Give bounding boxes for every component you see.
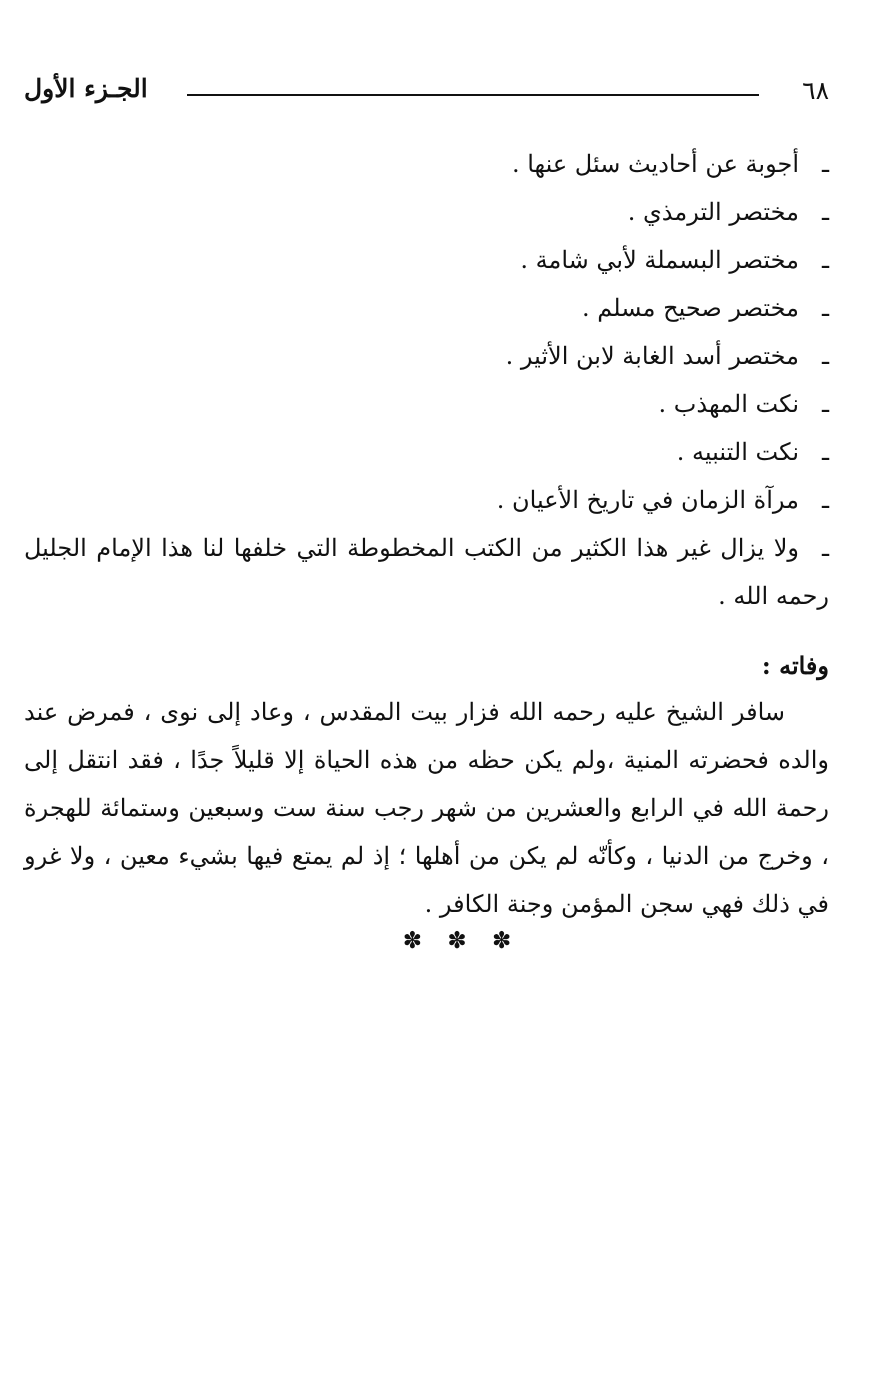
list-item-text: أجوبة عن أحاديث سئل عنها . [511, 150, 799, 178]
list-item [24, 428, 829, 476]
list-item-text: نكت التنبيه . [676, 438, 799, 466]
closing-note-text: ولا يزال غير هذا الكثير من الكتب المخطوطة التي خلفها لنا هذا الإمام الجليل رحمه الله . [24, 534, 829, 610]
list-item-text: مرآة الزمان في تاريخ الأعيان . [496, 486, 799, 514]
list-item-text: مختصر صحيح مسلم . [582, 294, 799, 322]
section-heading: وفاته : [761, 651, 829, 680]
list-item-text: مختصر أسد الغابة لابن الأثير . [505, 342, 799, 370]
list-dash: ـ [821, 246, 829, 274]
page-number: ٦٨ [802, 76, 829, 105]
list-item-text: نكت المهذب . [658, 390, 799, 418]
list-dash: ـ [821, 390, 829, 418]
list-item-text: مختصر البسملة لأبي شامة . [520, 246, 799, 274]
death-paragraph: سافر الشيخ عليه رحمه الله فزار بيت المقدس ، وعاد إلى نوى ، فمرض عند والده فحضرته المنية ،ولم يكن حظه من هذه الحياة إلا قليلاً جدًا ، فقد انتقل إلى رحمة الله في الرابع والعشرين من شهر رجب سنة ست وسبعين وستمائة للهجرة ، وخرج من الدنيا ، وكأنّه لم يكن من أهلها ؛ إذ لم يمتع فيها بشيء معين ، ولا غرو في ذلك فهي سجن المؤمن وجنة الكافر . [24, 698, 829, 918]
list-item [24, 284, 829, 332]
page-content [24, 140, 829, 928]
list-dash: ـ [821, 198, 829, 226]
list-dash: ـ [821, 534, 829, 562]
list-item [24, 332, 829, 380]
list-item [24, 236, 829, 284]
closing-note [24, 524, 829, 620]
works-list [24, 140, 829, 524]
list-dash: ـ [821, 150, 829, 178]
list-item [24, 188, 829, 236]
list-dash: ـ [821, 342, 829, 370]
list-dash: ـ [821, 438, 829, 466]
list-item [24, 380, 829, 428]
section-separator: ✽ ✽ ✽ [402, 928, 521, 954]
list-item [24, 476, 829, 524]
list-item-text: مختصر الترمذي . [627, 198, 799, 226]
part-title: الجـزء الأول [24, 74, 148, 103]
list-item [24, 140, 829, 188]
list-dash: ـ [821, 486, 829, 514]
page-header [24, 70, 829, 116]
list-dash: ـ [821, 294, 829, 322]
header-rule [187, 94, 759, 96]
